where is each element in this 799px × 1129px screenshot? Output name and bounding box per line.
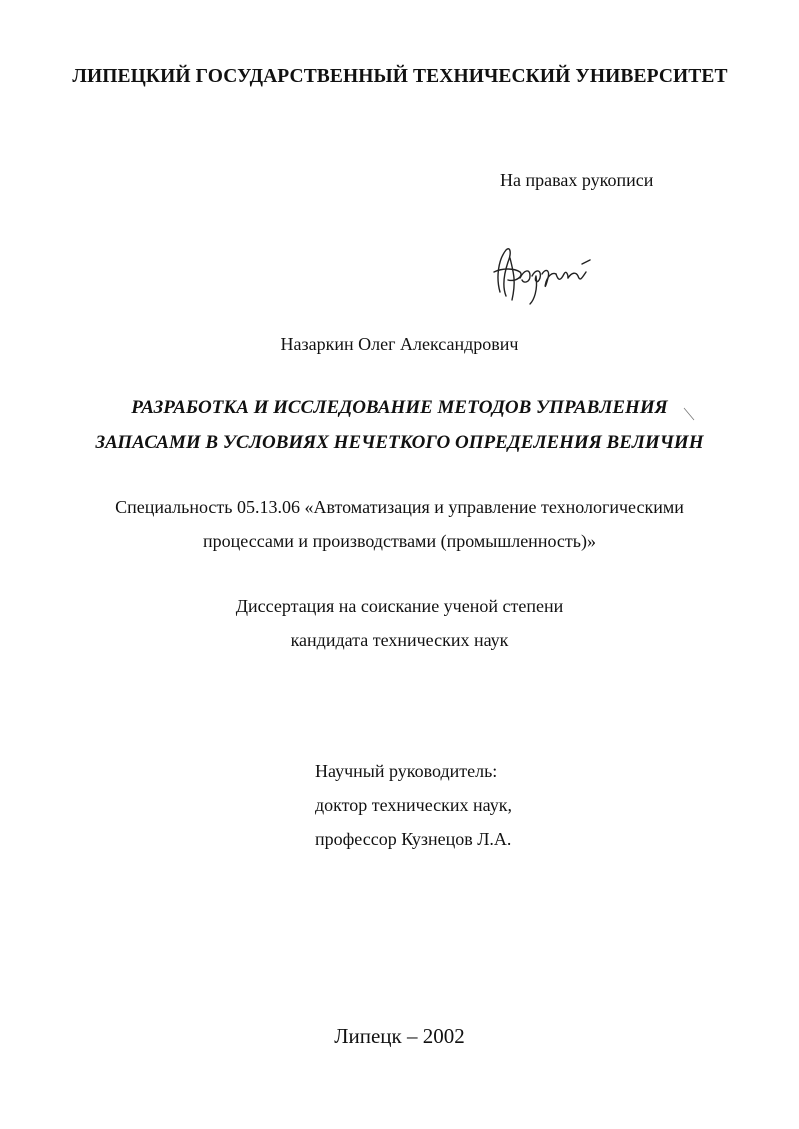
thesis-title-line-1: РАЗРАБОТКА И ИССЛЕДОВАНИЕ МЕТОДОВ УПРАВЛЕНИЯ [131, 397, 668, 418]
author-name: Назаркин Олег Александрович [280, 334, 519, 354]
advisor-name: профессор Кузнецов Л.А. [315, 829, 512, 849]
degree-line-1: Диссертация на соискание ученой степени [235, 596, 564, 616]
advisor-label: Научный руководитель: [315, 761, 498, 781]
specialty-line-2: процессами и производствами (промышленность)» [203, 531, 596, 551]
signature-icon [486, 238, 594, 308]
specialty-line-1: Специальность 05.13.06 «Автоматизация и управление технологическими [115, 497, 684, 517]
thesis-title-line-2: ЗАПАСАМИ В УСЛОВИЯХ НЕЧЕТКОГО ОПРЕДЕЛЕНИЯ ВЕЛИЧИН [95, 432, 704, 453]
manuscript-note: На правах рукописи [500, 170, 654, 190]
university-name: ЛИПЕЦКИЙ ГОСУДАРСТВЕННЫЙ ТЕХНИЧЕСКИЙ УНИВЕРСИТЕТ [72, 66, 728, 87]
city-year: Липецк – 2002 [334, 1024, 465, 1048]
scan-artifact-icon [680, 404, 700, 424]
advisor-degree: доктор технических наук, [315, 795, 512, 815]
degree-line-2: кандидата технических наук [290, 630, 509, 650]
